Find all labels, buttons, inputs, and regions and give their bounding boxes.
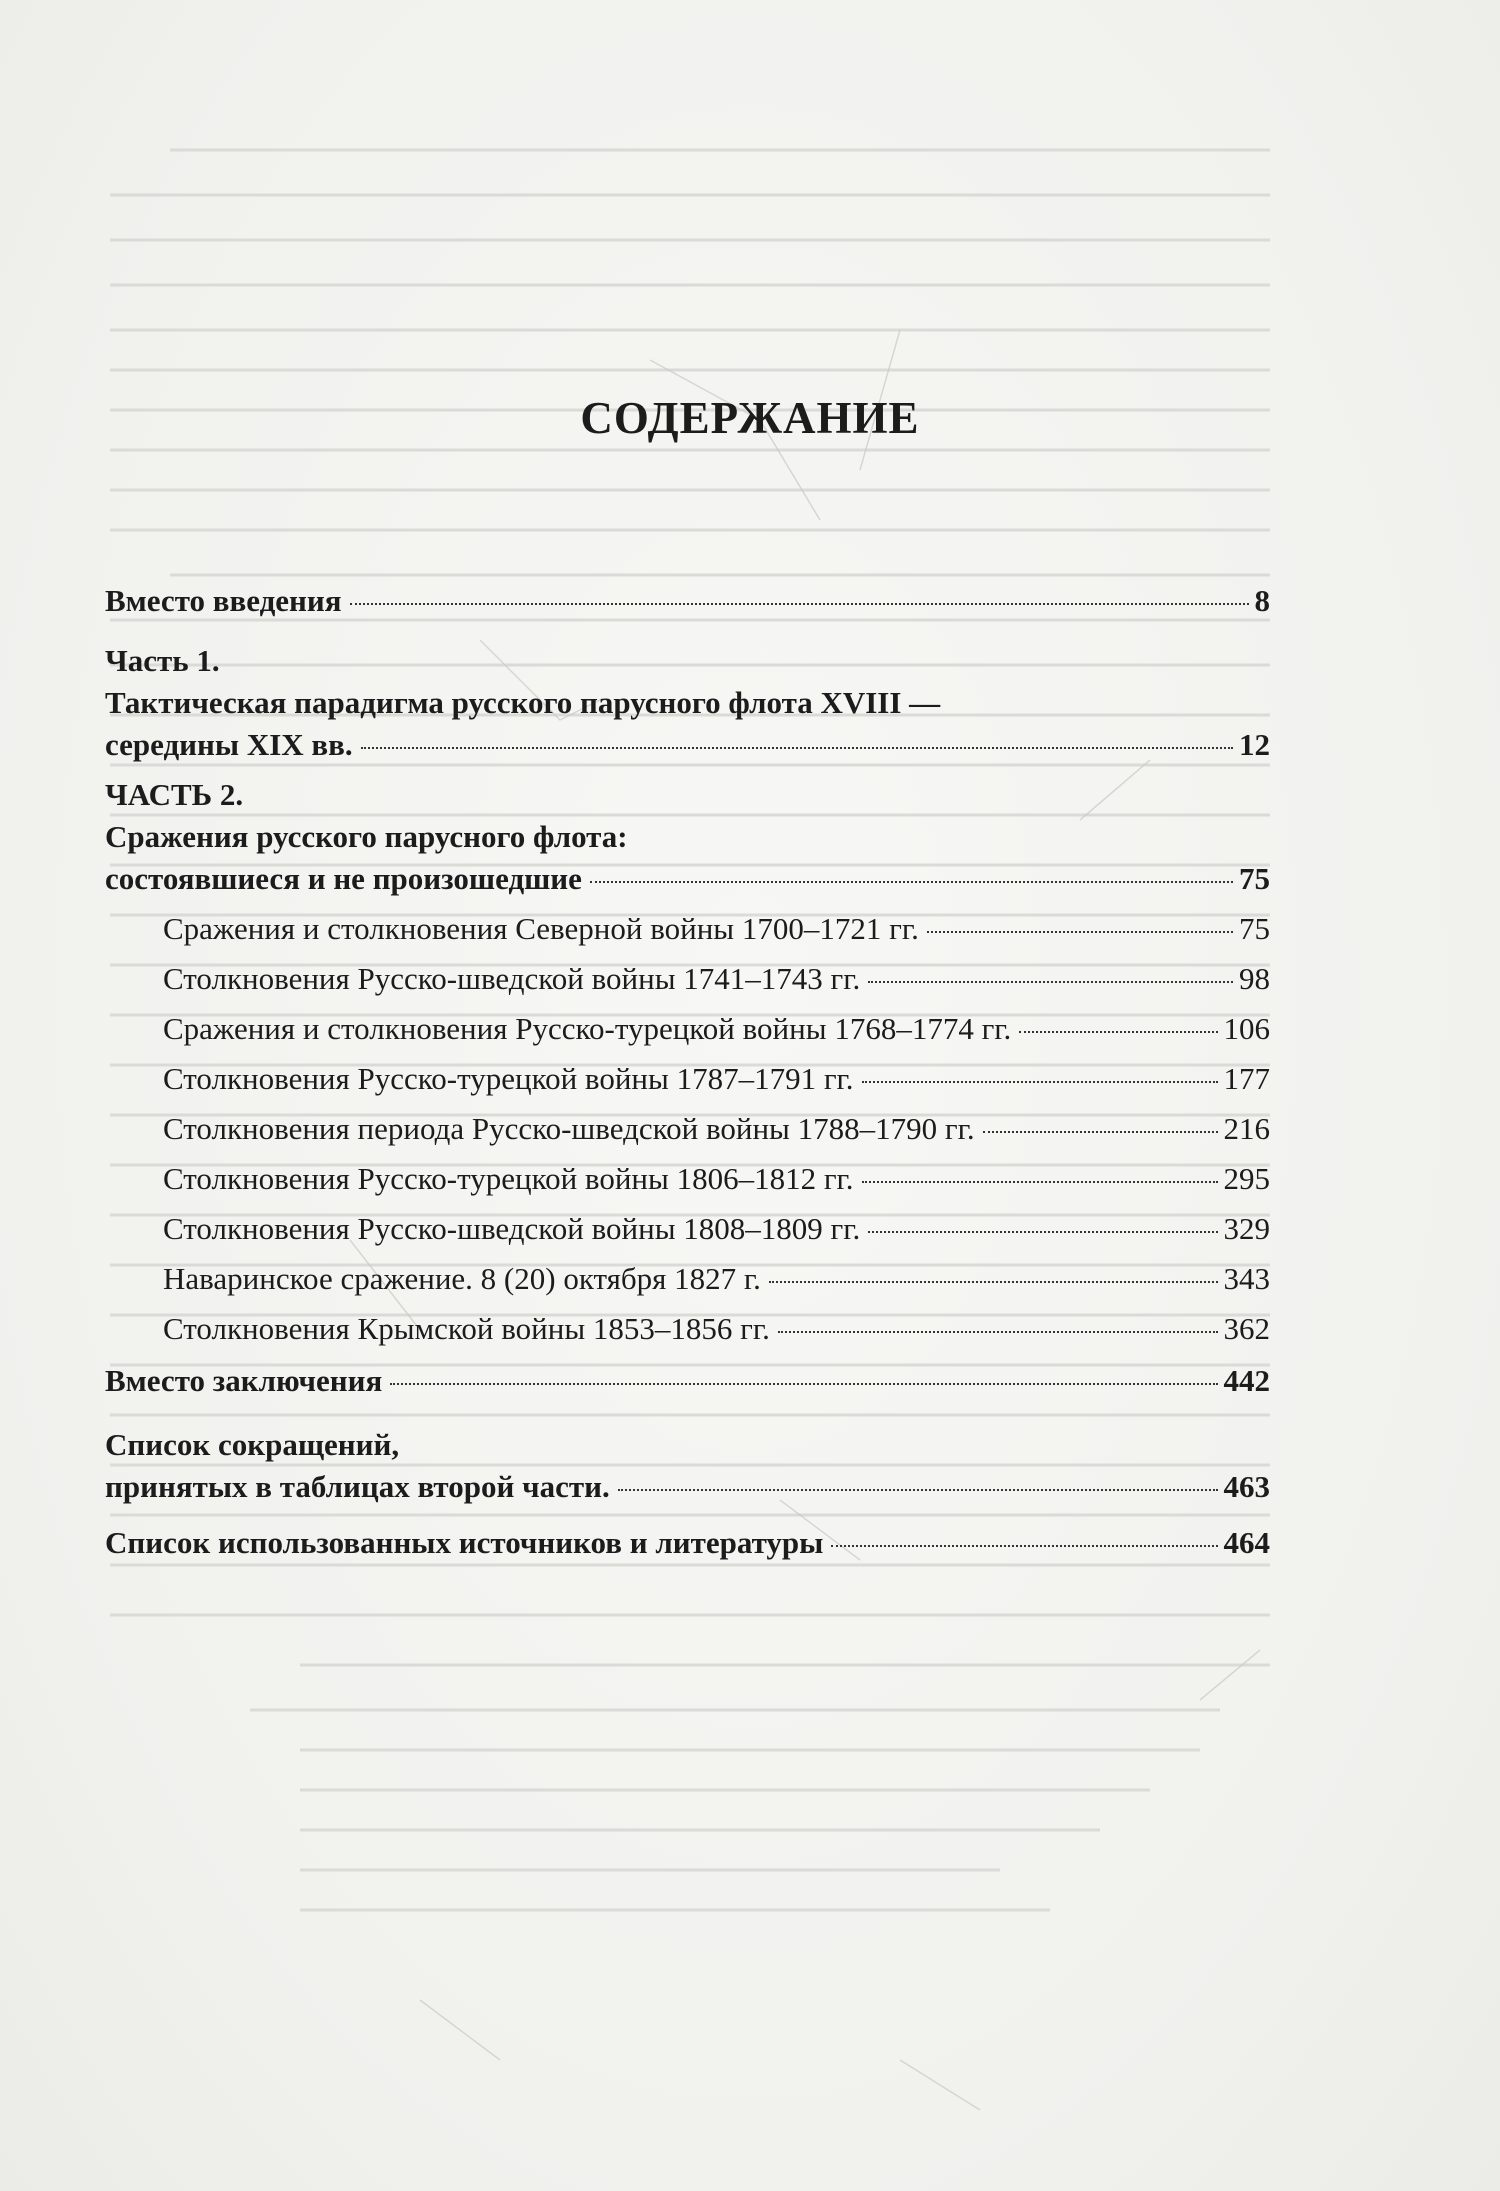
part-title-line-2: состоявшиеся и не произошедшие xyxy=(105,861,582,896)
toc-subentry-title: Столкновения Русско-шведской войны 1741–1743 гг. xyxy=(163,961,861,996)
toc-subentry[interactable] xyxy=(105,1158,1270,1200)
part-2-subsections xyxy=(105,908,1270,1350)
toc-entry-title-line-1: Список сокращений, xyxy=(105,1427,400,1462)
toc-subentry-title: Сражения и столкновения Русско-турецкой войны 1768–1774 гг. xyxy=(163,1011,1012,1046)
part-title-line-1: Тактическая парадигма русского парусного флота XVIII — xyxy=(105,685,941,720)
toc-entry-abbreviations[interactable] xyxy=(105,1424,1270,1508)
toc-subentry-title: Сражения и столкновения Северной войны 1700–1721 гг. xyxy=(163,911,919,946)
toc-subentry-title: Столкновения Крымской войны 1853–1856 гг. xyxy=(163,1311,770,1346)
toc-entry-conclusion[interactable] xyxy=(105,1360,1270,1402)
toc-subentry-page: 75 xyxy=(1239,911,1270,946)
toc-subentry[interactable] xyxy=(105,958,1270,1000)
toc-subentry-page: 177 xyxy=(1223,1061,1270,1096)
part-label: Часть 1. xyxy=(105,643,220,678)
toc-subentry-title: Наваринское сражение. 8 (20) октября 1827 г. xyxy=(163,1261,761,1296)
toc-subentry[interactable] xyxy=(105,1308,1270,1350)
toc-entry-page: 463 xyxy=(1223,1469,1270,1504)
page-title: СОДЕРЖАНИЕ xyxy=(580,393,920,443)
dot-leader xyxy=(868,981,1233,983)
toc-entry-part-1[interactable] xyxy=(105,640,1270,766)
toc-entry-page: 8 xyxy=(1254,583,1270,618)
toc-entry-part-2[interactable] xyxy=(105,774,1270,900)
toc-subentry-page: 295 xyxy=(1223,1161,1270,1196)
toc-entry-title-line-2: принятых в таблицах второй части. xyxy=(105,1469,610,1504)
toc-entry-intro[interactable] xyxy=(105,580,1270,622)
toc-subentry[interactable] xyxy=(105,1108,1270,1150)
dot-leader xyxy=(618,1489,1218,1491)
toc-subentry-page: 98 xyxy=(1239,961,1270,996)
dot-leader xyxy=(831,1545,1217,1547)
part-label: ЧАСТЬ 2. xyxy=(105,777,244,812)
toc-entry-page: 75 xyxy=(1239,861,1270,896)
toc-subentry[interactable] xyxy=(105,908,1270,950)
toc-subentry[interactable] xyxy=(105,1208,1270,1250)
toc-subentry-page: 216 xyxy=(1223,1111,1270,1146)
toc-subentry-page: 362 xyxy=(1223,1311,1270,1346)
dot-leader xyxy=(590,881,1233,883)
toc-subentry[interactable] xyxy=(105,1058,1270,1100)
toc-entry-title: Список использованных источников и литературы xyxy=(105,1525,824,1560)
toc-entry-page: 12 xyxy=(1239,727,1270,762)
toc-subentry-title: Столкновения Русско-турецкой войны 1787–1791 гг. xyxy=(163,1061,854,1096)
toc-subentry-page: 329 xyxy=(1223,1211,1270,1246)
dot-leader xyxy=(769,1281,1218,1283)
toc-subentry[interactable] xyxy=(105,1008,1270,1050)
toc-subentry-page: 106 xyxy=(1223,1011,1270,1046)
dot-leader xyxy=(862,1181,1218,1183)
toc-subentry-title: Столкновения Русско-шведской войны 1808–1809 гг. xyxy=(163,1211,861,1246)
dot-leader xyxy=(778,1331,1218,1333)
part-title-line-2: середины XIX вв. xyxy=(105,727,353,762)
toc-subentry-title: Столкновения Русско-турецкой войны 1806–1812 гг. xyxy=(163,1161,854,1196)
toc-subentry-page: 343 xyxy=(1223,1261,1270,1296)
part-title-line-1: Сражения русского парусного флота: xyxy=(105,819,628,854)
table-of-contents xyxy=(105,580,1270,1564)
dot-leader xyxy=(983,1131,1218,1133)
dot-leader xyxy=(1019,1031,1217,1033)
toc-subentry[interactable] xyxy=(105,1258,1270,1300)
toc-entry-title: Вместо введения xyxy=(105,583,342,618)
toc-entry-sources[interactable] xyxy=(105,1522,1270,1564)
dot-leader xyxy=(927,931,1233,933)
dot-leader xyxy=(350,603,1249,605)
dot-leader xyxy=(868,1231,1217,1233)
dot-leader xyxy=(390,1383,1217,1385)
toc-entry-page: 464 xyxy=(1223,1525,1270,1560)
dot-leader xyxy=(361,747,1233,749)
toc-subentry-title: Столкновения периода Русско-шведской войны 1788–1790 гг. xyxy=(163,1111,975,1146)
dot-leader xyxy=(862,1081,1218,1083)
toc-entry-page: 442 xyxy=(1223,1363,1270,1398)
toc-entry-title: Вместо заключения xyxy=(105,1363,383,1398)
